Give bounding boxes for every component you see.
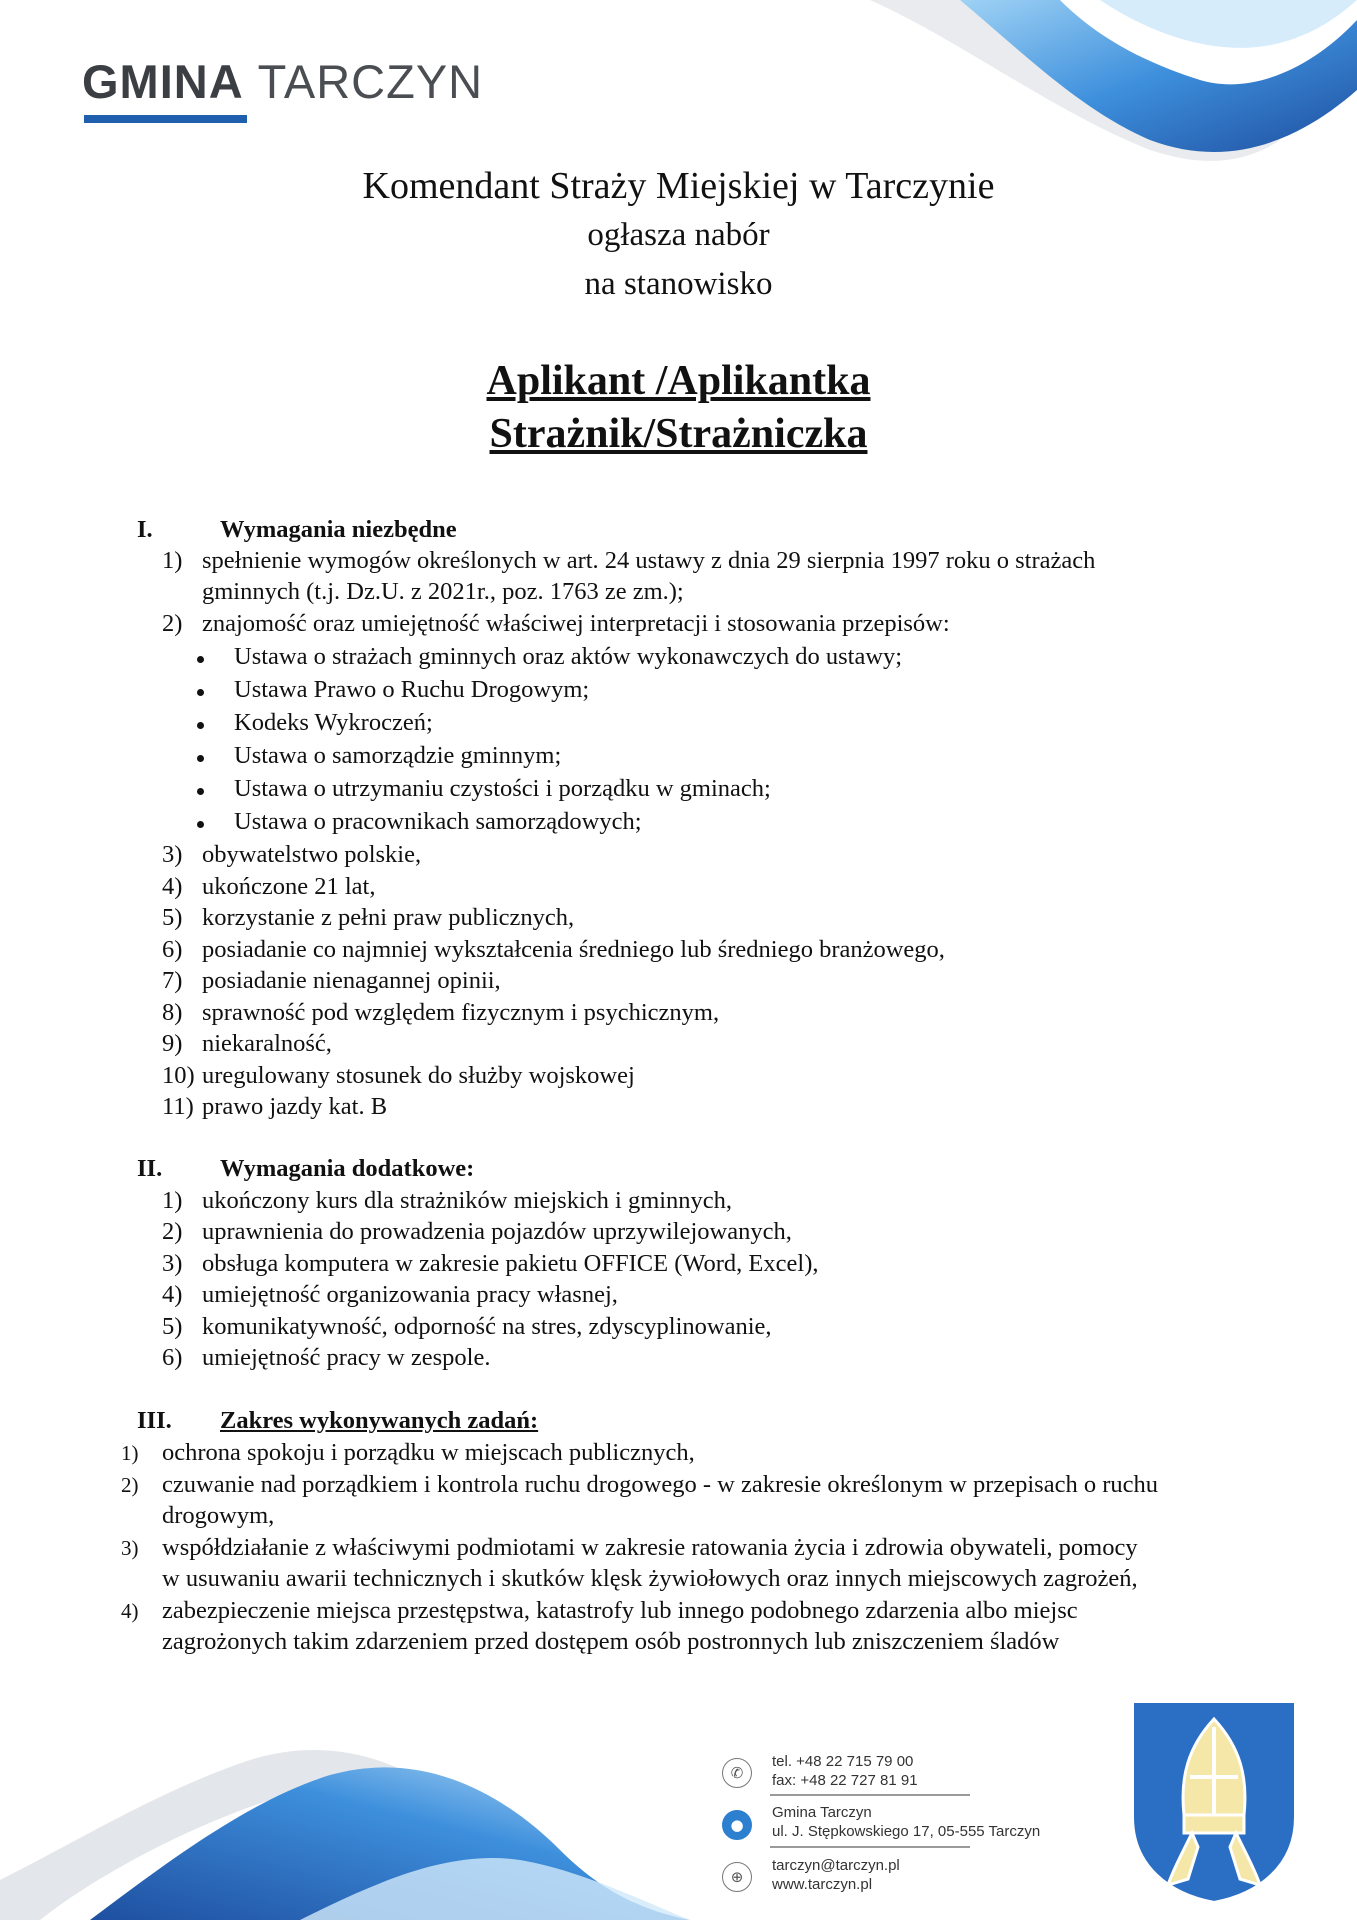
bullet-dot — [197, 755, 204, 762]
list-number: 6) — [162, 1344, 183, 1371]
list-item: zabezpieczenie miejsca przestępstwa, katastrofy lub innego podobnego zdarzenia albo miejsc — [162, 1597, 1078, 1624]
list-item: czuwanie nad porządkiem i kontrola ruchu drogowego - w zakresie określonym w przepisach o ruchu — [162, 1471, 1158, 1498]
list-number: 4) — [162, 1281, 183, 1308]
footer-org: Gmina Tarczyn — [772, 1804, 872, 1821]
footer-divider — [770, 1846, 970, 1848]
bullet-item: Ustawa o samorządzie gminnym; — [234, 742, 562, 769]
list-item: uprawnienia do prowadzenia pojazdów uprzywilejowanych, — [202, 1218, 792, 1245]
list-item-continuation: gminnych (t.j. Dz.U. z 2021r., poz. 1763 ze zm.); — [202, 578, 684, 605]
location-pin-icon: ● — [722, 1810, 752, 1840]
list-number: 3) — [162, 1250, 183, 1277]
bullet-dot — [197, 689, 204, 696]
list-number: 10) — [162, 1062, 195, 1089]
list-number: 5) — [162, 1313, 183, 1340]
list-number: 5) — [162, 904, 183, 931]
top-ribbon-light — [1100, 0, 1357, 48]
section-3-title: Zakres wykonywanych zadań: — [220, 1407, 539, 1434]
list-item-continuation: drogowym, — [162, 1502, 275, 1529]
job-title-2: Strażnik/Strażniczka — [489, 411, 868, 457]
list-number: 11) — [162, 1093, 194, 1120]
list-item-continuation: zagrożonych takim zdarzeniem przed dostępem osób postronnych lub zniszczeniem śladów — [162, 1628, 1060, 1655]
list-number: 2) — [162, 1218, 183, 1245]
list-item: ukończony kurs dla strażników miejskich i gminnych, — [202, 1187, 733, 1214]
list-number: 7) — [162, 967, 183, 994]
list-item: niekaralność, — [202, 1030, 332, 1057]
footer-email: tarczyn@tarczyn.pl — [772, 1857, 900, 1874]
list-item: obywatelstwo polskie, — [202, 841, 422, 868]
bullet-item: Ustawa Prawo o Ruchu Drogowym; — [234, 676, 590, 703]
footer-www: www.tarczyn.pl — [772, 1876, 873, 1893]
list-item: spełnienie wymogów określonych w art. 24 ustawy z dnia 29 sierpnia 1997 roku o strażach — [202, 547, 1096, 574]
job-title-1: Aplikant /Aplikantka — [486, 358, 871, 404]
list-number: 6) — [162, 936, 183, 963]
list-number: 4) — [121, 1599, 139, 1623]
list-number: 9) — [162, 1030, 183, 1057]
list-item: komunikatywność, odporność na stres, zdyscyplinowanie, — [202, 1313, 772, 1340]
footer-tel: tel. +48 22 715 79 00 — [772, 1753, 914, 1770]
header-line-3: na stanowisko — [584, 266, 773, 302]
bullet-item: Kodeks Wykroczeń; — [234, 709, 433, 736]
list-item: posiadanie co najmniej wykształcenia średniego lub średniego branżowego, — [202, 936, 945, 963]
phone-icon: ✆ — [722, 1758, 752, 1788]
list-item: współdziałanie z właściwymi podmiotami w zakresie ratowania życia i zdrowia obywateli, pomocy — [162, 1534, 1138, 1561]
footer-divider — [770, 1794, 970, 1796]
bullet-item: Ustawa o strażach gminnych oraz aktów wykonawczych do ustawy; — [234, 643, 903, 670]
list-number: 8) — [162, 999, 183, 1026]
globe-icon: ⊕ — [722, 1862, 752, 1892]
list-item: uregulowany stosunek do służby wojskowej — [202, 1062, 635, 1089]
logo-underline — [84, 115, 247, 123]
gmina-logo — [82, 54, 483, 109]
list-item: ukończone 21 lat, — [202, 873, 376, 900]
list-item: obsługa komputera w zakresie pakietu OFFICE (Word, Excel), — [202, 1250, 819, 1277]
section-3-number: III. — [137, 1407, 172, 1434]
section-2-number: II. — [137, 1155, 163, 1182]
bullet-dot — [197, 722, 204, 729]
section-1-title: Wymagania niezbędne — [220, 516, 457, 543]
list-number: 4) — [162, 873, 183, 900]
footer-fax: fax: +48 22 727 81 91 — [772, 1772, 918, 1789]
list-number: 2) — [121, 1473, 139, 1497]
section-1-number: I. — [137, 516, 153, 543]
list-number: 1) — [121, 1441, 139, 1465]
list-item: prawo jazdy kat. B — [202, 1093, 388, 1120]
header-line-1: Komendant Straży Miejskiej w Tarczynie — [362, 165, 995, 207]
logo-light: TARCZYN — [257, 55, 484, 108]
list-item: umiejętność pracy w zespole. — [202, 1344, 491, 1371]
list-number: 3) — [121, 1536, 139, 1560]
list-number: 1) — [162, 547, 183, 574]
footer-address: ul. J. Stępkowskiego 17, 05-555 Tarczyn — [772, 1823, 1041, 1840]
list-item: umiejętność organizowania pracy własnej, — [202, 1281, 618, 1308]
list-number: 3) — [162, 841, 183, 868]
list-item: sprawność pod względem fizycznym i psychicznym, — [202, 999, 720, 1026]
coat-of-arms — [1128, 1697, 1300, 1907]
section-2-title: Wymagania dodatkowe: — [220, 1155, 475, 1182]
bullet-dot — [197, 656, 204, 663]
list-number: 1) — [162, 1187, 183, 1214]
list-item: ochrona spokoju i porządku w miejscach publicznych, — [162, 1439, 695, 1466]
list-item: posiadanie nienagannej opinii, — [202, 967, 501, 994]
logo-bold: GMINA — [82, 55, 244, 108]
bullet-item: Ustawa o pracownikach samorządowych; — [234, 808, 642, 835]
bullet-item: Ustawa o utrzymaniu czystości i porządku w gminach; — [234, 775, 771, 802]
header-line-2: ogłasza nabór — [587, 217, 770, 253]
bullet-dot — [197, 821, 204, 828]
list-item: znajomość oraz umiejętność właściwej interpretacji i stosowania przepisów: — [202, 610, 950, 637]
bullet-dot — [197, 788, 204, 795]
list-item: korzystanie z pełni praw publicznych, — [202, 904, 575, 931]
list-item-continuation: w usuwaniu awarii technicznych i skutków klęsk żywiołowych oraz innych miejscowych zagrożeń, — [162, 1565, 1138, 1592]
list-number: 2) — [162, 610, 183, 637]
